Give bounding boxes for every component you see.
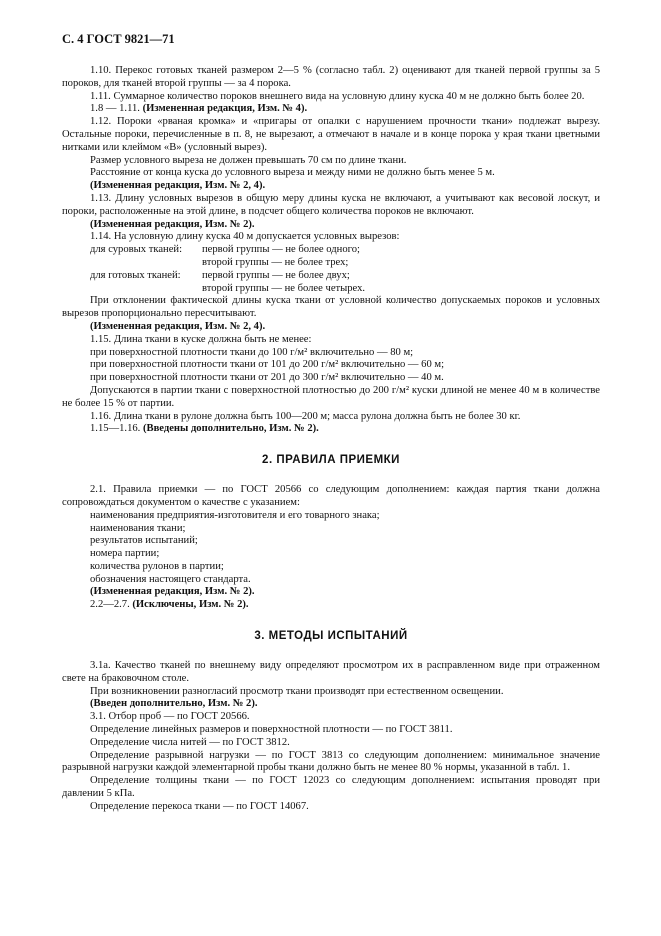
- section-title: 2. ПРАВИЛА ПРИЕМКИ: [262, 454, 400, 467]
- amendment-note: (Измененная редакция, Изм. № 2, 4).: [90, 180, 266, 192]
- amendment-note: (Измененная редакция, Изм. № 2).: [90, 586, 255, 598]
- list-item: наименования ткани;: [90, 522, 186, 534]
- amendment-note: [62, 423, 600, 436]
- clause-1-14: 1.14. На условную длину куска 40 м допускается условных вырезов:: [90, 231, 400, 243]
- list-item: результатов испытаний;: [90, 535, 198, 547]
- clause-1-10: 1.10. Перекос готовых тканей размером 2—5 % (согласно табл. 2) оценивают для тканей первой группы за 5 пороков, для тканей второй группы — за 4 порока.: [62, 65, 600, 89]
- clause-range: 1.8 — 1.11.: [90, 103, 140, 115]
- clause-3-1a: 3.1а. Качество тканей по внешнему виду определяют просмотром их в расправленном виде при отраженном свете на браковочном столе.: [62, 660, 600, 684]
- row-label: для суровых тканей:: [90, 244, 183, 256]
- paragraph: Определение числа нитей — по ГОСТ 3812.: [90, 736, 290, 748]
- row-label: для готовых тканей:: [90, 269, 181, 281]
- paragraph: Размер условного выреза не должен превышать 70 см по длине ткани.: [90, 154, 407, 166]
- amendment-text: (Исключены, Изм. № 2).: [132, 599, 249, 611]
- list-item: [62, 257, 600, 270]
- clause-range: 2.2—2.7.: [90, 599, 130, 611]
- list-item: при поверхностной плотности ткани от 101 до 200 г/м² включительно — 60 м;: [90, 359, 445, 371]
- row-value: второй группы — не более четырех.: [202, 282, 366, 294]
- row-value: первой группы — не более двух;: [202, 269, 350, 281]
- list-item: обозначения настоящего стандарта.: [90, 573, 251, 585]
- clause-1-11: 1.11. Суммарное количество пороков внешнего вида на условную длину куска 40 м не должно быть более 20.: [90, 90, 585, 102]
- list-item: [62, 283, 600, 296]
- paragraph: Определение перекоса ткани — по ГОСТ 14067.: [90, 800, 309, 812]
- paragraph: При отклонении фактической длины куска ткани от условной количество допускаемых пороков и условных вырезов пропорционально пересчитывают.: [62, 295, 600, 320]
- paragraph: При возникновении разногласий просмотр ткани производят при естественном освещении.: [90, 685, 504, 697]
- clause-range: 1.15—1.16.: [90, 423, 141, 435]
- clause-3-1: 3.1. Отбор проб — по ГОСТ 20566.: [90, 711, 250, 723]
- clause-1-15: 1.15. Длина ткани в куске должна быть не менее:: [90, 333, 312, 345]
- list-item: при поверхностной плотности ткани до 100 г/м² включительно — 80 м;: [90, 346, 414, 358]
- paragraph: Допускаются в партии ткани с поверхностной плотностью до 200 г/м² куски длиной не менее 40 м в количестве не более 15 % от партии.: [62, 384, 600, 409]
- list-item: [62, 244, 600, 257]
- amendment-note: [62, 599, 600, 612]
- row-value: первой группы — не более одного;: [202, 244, 360, 256]
- row-value: второй группы — не более трех;: [202, 256, 349, 268]
- paragraph: Определение толщины ткани — по ГОСТ 12023 со следующим дополнением: испытания проводят при давлении 5 кПа.: [62, 775, 600, 800]
- amendment-note: [62, 103, 600, 116]
- clause-2-1: 2.1. Правила приемки — по ГОСТ 20566 со следующим дополнением: каждая партия ткани должна сопровождаться документом о качестве с указанием:: [62, 484, 600, 508]
- document-page: [62, 32, 600, 814]
- list-item: при поверхностной плотности ткани от 201 до 300 г/м² включительно — 40 м.: [90, 372, 444, 384]
- amendment-note: (Введен дополнительно, Изм. № 2).: [90, 698, 258, 710]
- paragraph: Определение разрывной нагрузки — по ГОСТ 3813 со следующим дополнением: минимальное значение разрывной нагрузки каждой элементарной пробы ткани должно быть не менее 80 % нормы, указанной в табл. 1.: [62, 749, 600, 774]
- list-item: номера партии;: [90, 548, 160, 560]
- section-title: 3. МЕТОДЫ ИСПЫТАНИЙ: [254, 630, 408, 643]
- paragraph: Определение линейных размеров и поверхностной плотности — по ГОСТ 3811.: [90, 724, 453, 736]
- clause-1-16: 1.16. Длина ткани в рулоне должна быть 100—200 м; масса рулона должна быть не более 30 кг.: [90, 410, 521, 422]
- amendment-note: (Измененная редакция, Изм. № 2, 4).: [90, 320, 266, 332]
- list-item: количества рулонов в партии;: [90, 560, 224, 572]
- list-item: наименования предприятия-изготовителя и его товарного знака;: [90, 509, 380, 521]
- amendment-text: (Введены дополнительно, Изм. № 2).: [142, 423, 319, 435]
- list-item: [62, 270, 600, 283]
- paragraph: Расстояние от конца куска до условного выреза и между ними не должно быть менее 5 м.: [90, 167, 495, 179]
- amendment-text: (Измененная редакция, Изм. № 4).: [142, 103, 308, 115]
- clause-1-13: 1.13. Длину условных вырезов в общую меру длины куска не включают, а учитывают как весовой лоскут, и пороки, расположенные на этой длине, в подсчет общего количества пороков не включают.: [62, 192, 600, 217]
- page-header: С. 4 ГОСТ 9821—71: [62, 32, 175, 46]
- amendment-note: (Измененная редакция, Изм. № 2).: [90, 218, 255, 230]
- clause-1-12: 1.12. Пороки «рваная кромка» и «пригары от опалки с нарушением прочности ткани» подлежат вырезу. Остальные пороки, перечисленные в п. 8, не вырезают, а отмечают в начале и в конце порока у края ткани цветными нитками или клеймом «В» (условный вырез).: [62, 116, 600, 153]
